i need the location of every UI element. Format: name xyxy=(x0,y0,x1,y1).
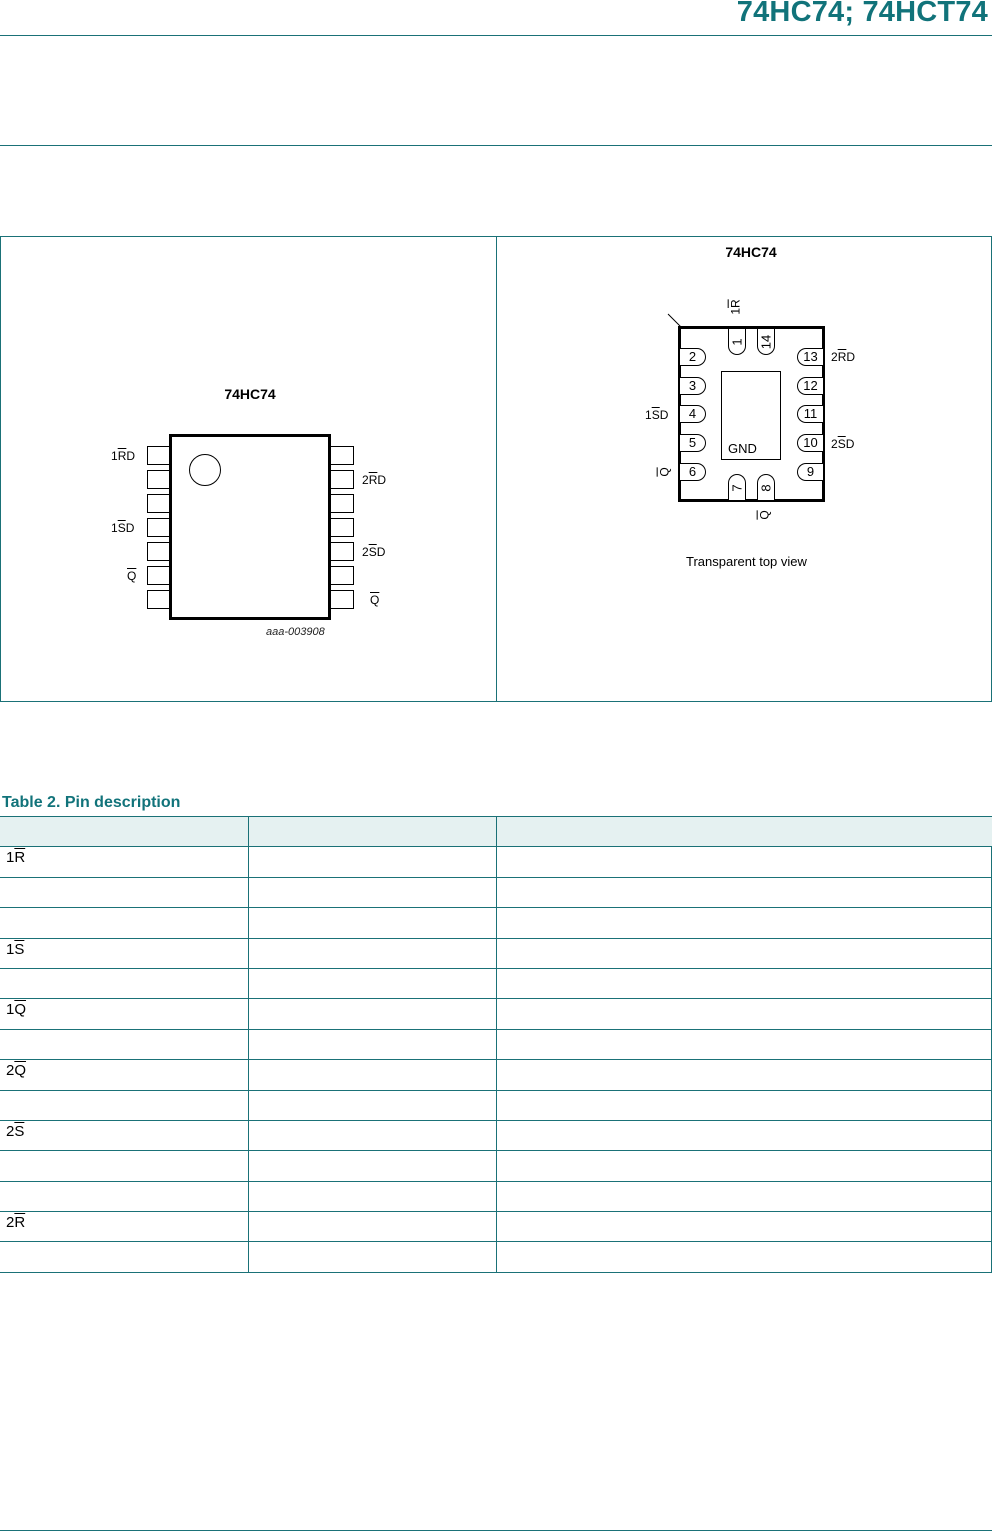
table-row xyxy=(0,1060,992,1090)
header-symbol xyxy=(0,817,248,847)
symbol-cell xyxy=(0,1090,248,1120)
pad-13: 13 xyxy=(797,348,823,366)
pin1-indicator-icon xyxy=(189,454,221,486)
header-rule xyxy=(0,35,992,36)
pin-description-table xyxy=(0,816,992,1273)
gnd-label: GND xyxy=(728,441,757,456)
label-1sd: $1\overline{S}D$ xyxy=(111,521,135,535)
table-row xyxy=(0,877,992,907)
table-row xyxy=(0,847,992,877)
label-2sd: $2\overline{S}D$ xyxy=(831,437,855,451)
pin-6 xyxy=(147,566,171,585)
label-2q-bar: $\overline{Q}$ xyxy=(757,510,772,520)
figure-divider xyxy=(496,236,497,701)
pin-8 xyxy=(330,590,354,609)
table-header-row xyxy=(0,817,992,847)
pad-8: 8 xyxy=(757,474,775,500)
pad-4: 4 xyxy=(680,405,706,423)
pin-12 xyxy=(330,494,354,513)
symbol-cell xyxy=(0,1151,248,1181)
table-title: Table 2. Pin description xyxy=(2,794,181,811)
figure-code: aaa-003908 xyxy=(266,626,325,638)
document-title: 74HC74; 74HCT74 xyxy=(736,0,988,28)
symbol-cell xyxy=(0,1242,248,1272)
label-1sd: $1\overline{S}D$ xyxy=(645,408,669,422)
label-1q-bar: $\overline{Q}$ xyxy=(127,569,137,583)
header-pin xyxy=(248,817,496,847)
pin-14 xyxy=(330,446,354,465)
header-description xyxy=(496,817,992,847)
symbol-cell: $2\overline{Q}$ xyxy=(0,1060,248,1090)
table-row xyxy=(0,1212,992,1242)
table-row xyxy=(0,1151,992,1181)
label-2q-bar: $\overline{Q}$ xyxy=(370,593,380,607)
pin-2 xyxy=(147,470,171,489)
pin-13 xyxy=(330,470,354,489)
pin-5 xyxy=(147,542,171,561)
table-row xyxy=(0,999,992,1029)
table-row xyxy=(0,1181,992,1211)
symbol-cell: $1\overline{Q}$ xyxy=(0,999,248,1029)
pin-7 xyxy=(147,590,171,609)
pad-14: 14 xyxy=(757,329,775,355)
pad-2: 2 xyxy=(680,348,706,366)
pad-10: 10 xyxy=(797,434,823,452)
label-1r: $1\overline{R}$ xyxy=(728,299,743,315)
pin-4 xyxy=(147,518,171,537)
label-1q-bar: $\overline{Q}$ xyxy=(657,467,672,477)
footer-rule xyxy=(0,1530,992,1531)
table-row xyxy=(0,1029,992,1059)
symbol-cell xyxy=(0,968,248,998)
symbol-cell xyxy=(0,1029,248,1059)
symbol-cell: $1\overline{S}$ xyxy=(0,938,248,968)
symbol-cell: $1\overline{R}$ xyxy=(0,847,248,877)
pad-12: 12 xyxy=(797,377,823,395)
pad-5: 5 xyxy=(680,434,706,452)
symbol-cell xyxy=(0,877,248,907)
table-row xyxy=(0,1090,992,1120)
table-row xyxy=(0,1120,992,1150)
pin-9 xyxy=(330,566,354,585)
symbol-cell: $2\overline{S}$ xyxy=(0,1120,248,1150)
pad-11: 11 xyxy=(797,405,823,423)
pad-1: 1 xyxy=(728,329,746,355)
right-diagram-title: 74HC74 xyxy=(725,244,777,260)
section-rule xyxy=(0,145,992,146)
pad-7: 7 xyxy=(728,474,746,500)
label-2rd: $2\overline{R}D$ xyxy=(831,350,856,364)
table-row xyxy=(0,968,992,998)
pin-1 xyxy=(147,446,171,465)
pin-10 xyxy=(330,542,354,561)
symbol-cell xyxy=(0,908,248,938)
label-1rd: $1\overline{R}D$ xyxy=(111,449,136,463)
pin-3 xyxy=(147,494,171,513)
pad-3: 3 xyxy=(680,377,706,395)
pin-11 xyxy=(330,518,354,537)
pad-6: 6 xyxy=(680,463,706,481)
pad-9: 9 xyxy=(797,463,823,481)
table-row xyxy=(0,1242,992,1272)
table-row xyxy=(0,908,992,938)
symbol-cell: $2\overline{R}$ xyxy=(0,1212,248,1242)
left-diagram-title: 74HC74 xyxy=(224,386,276,402)
table-row xyxy=(0,938,992,968)
symbol-cell xyxy=(0,1181,248,1211)
label-2rd: $2\overline{R}D$ xyxy=(362,473,387,487)
ground-pad xyxy=(721,371,781,460)
label-2sd: $2\overline{S}D$ xyxy=(362,545,386,559)
transparent-top-view-caption: Transparent top view xyxy=(686,554,807,569)
